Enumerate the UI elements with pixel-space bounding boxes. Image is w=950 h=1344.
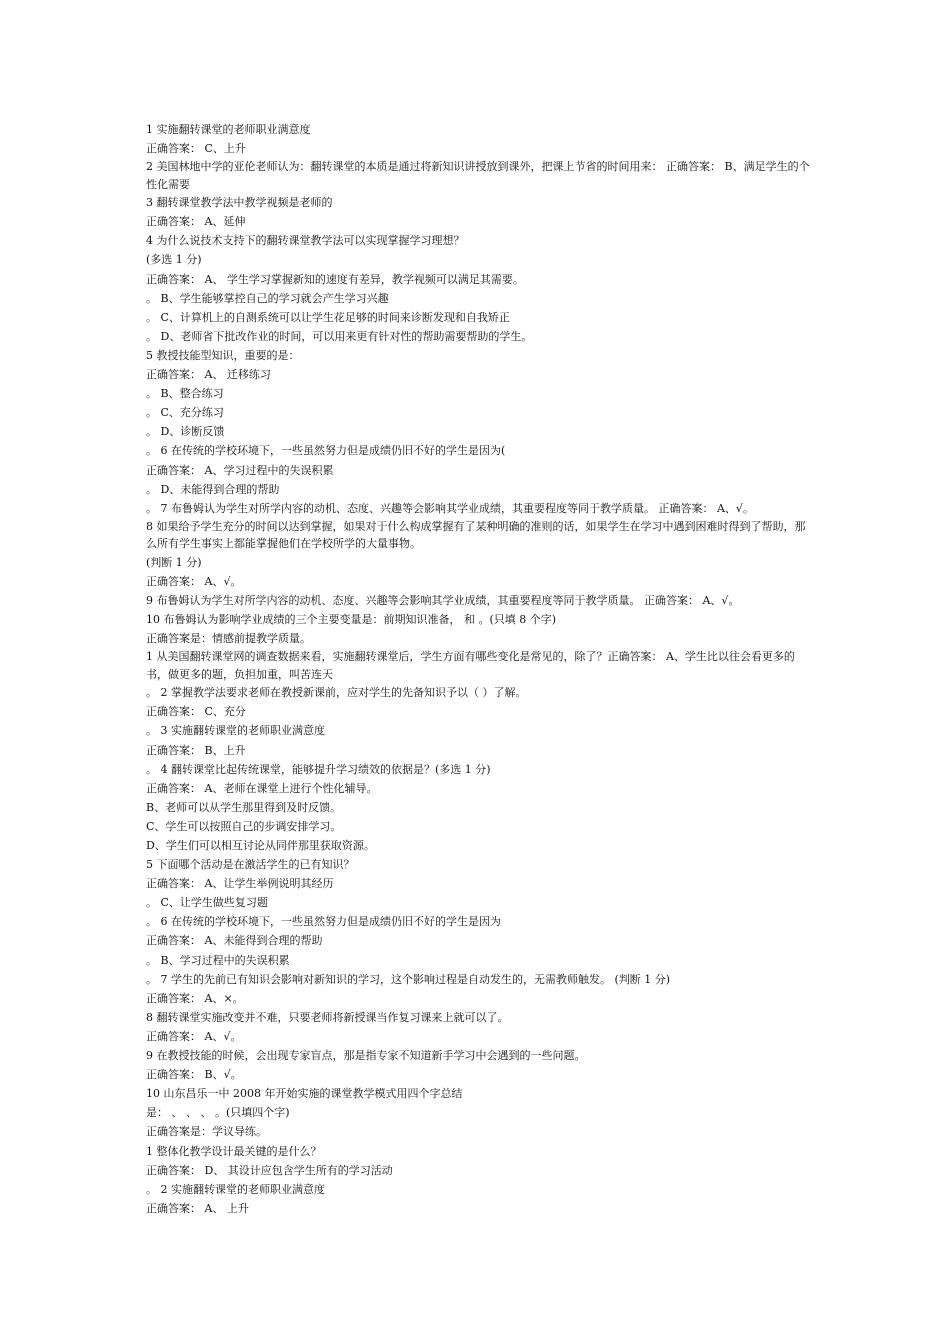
text-line: (多选 1 分) xyxy=(146,253,202,267)
text-line: 正确答案是：情感前提教学质量。 xyxy=(146,632,311,646)
text-line: 2 美国林地中学的亚伦老师认为：翻转课堂的本质是通过将新知识讲授放到课外，把课上节省的时间用来： 正确答案： B、满足学生的个性化需要 xyxy=(146,160,810,191)
text-line: B、老师可以从学生那里得到及时反馈。 xyxy=(146,800,342,814)
text-line: 正确答案： A、未能得到合理的帮助 xyxy=(146,934,323,948)
text-line: 。 D、诊断反馈 xyxy=(146,425,225,439)
text-line: 。 2 掌握教学法要求老师在教授新课前，应对学生的先备知识予以（ ）了解。 xyxy=(146,686,527,700)
text-line: 。 2 实施翻转课堂的老师职业满意度 xyxy=(146,1182,325,1196)
text-line: 正确答案： A、让学生举例说明其经历 xyxy=(146,877,334,891)
text-line: 。 7 布鲁姆认为学生对所学内容的动机、态度、兴趣等会影响其学业成绩，其重要程度等同于教学质量。 正确答案： A、√。 xyxy=(146,501,754,515)
text-line: 正确答案是：学议导练。 xyxy=(146,1125,267,1139)
text-line: 。 B、整合练习 xyxy=(146,387,224,401)
text-line: 。 7 学生的先前已有知识会影响对新知识的学习，这个影响过程是自动发生的，无需教师触发。 (判断 1 分) xyxy=(146,972,671,986)
text-line: 。 3 实施翻转课堂的老师职业满意度 xyxy=(146,724,325,738)
text-line: D、学生们可以相互讨论从同伴那里获取资源。 xyxy=(146,839,375,852)
text-line: 9 布鲁姆认为学生对所学内容的动机、态度、兴趣等会影响其学业成绩，其重要程度等同于教学质量。 正确答案： A、√。 xyxy=(146,593,740,607)
text-line: 5 教授技能型知识，重要的是： xyxy=(146,348,300,362)
text-line: 正确答案： C、上升 xyxy=(146,142,246,156)
text-line: 正确答案： A、学习过程中的失误积累 xyxy=(146,463,334,477)
text-line: 。 4 翻转课堂比起传统课堂，能够提升学习绩效的依据是？(多选 1 分) xyxy=(146,762,491,776)
text-line: 。 6 在传统的学校环境下，一些虽然努力但是成绩仍旧不好的学生是因为( xyxy=(146,444,506,458)
text-line: 1 实施翻转课堂的老师职业满意度 xyxy=(146,123,311,136)
text-line: 。 B、学习过程中的失误积累 xyxy=(146,953,290,967)
text-line: 1 从美国翻转课堂网的调查数据来看，实施翻转课堂后，学生方面有哪些变化是常见的，除了？正确答案： A、学生比以往会看更多的书，做更多的题，负担加重，叫苦连天 xyxy=(146,650,795,681)
text-line: 正确答案： D、 其设计应包含学生所有的学习活动 xyxy=(146,1163,393,1177)
text-line: 正确答案： A、√。 xyxy=(146,574,242,588)
text-line: (判断 1 分) xyxy=(146,555,202,569)
text-line: 4 为什么说技术支持下的翻转课堂教学法可以实现掌握学习理想？ xyxy=(146,234,465,248)
text-line: 。 6 在传统的学校环境下，一些虽然努力但是成绩仍旧不好的学生是因为 xyxy=(146,915,501,929)
text-line: 9 在教授技能的时候，会出现专家盲点，那是指专家不知道新手学习中会遇到的一些问题。 xyxy=(146,1049,586,1063)
document-page xyxy=(146,120,810,1218)
text-line: 1 整体化教学设计最关键的是什么？ xyxy=(146,1144,322,1158)
text-line: 正确答案： B、√。 xyxy=(146,1068,242,1082)
text-line: C、学生可以按照自己的步调安排学习。 xyxy=(146,819,342,833)
text-line: 正确答案： B、上升 xyxy=(146,743,246,757)
text-line: 。 C、让学生做些复习题 xyxy=(146,896,268,910)
text-line: 10 布鲁姆认为影响学业成绩的三个主要变量是：前期知识准备， 和 。(只填 8 个字) xyxy=(146,613,557,627)
text-line: 8 如果给予学生充分的时间以达到掌握，如果对于什么构成掌握有了某种明确的准则的话，如果学生在学习中遇到困难时得到了帮助，那么所有学生事实上都能掌握他们在学校所学的大量事物。 xyxy=(146,519,806,551)
text-line: 。 C、充分练习 xyxy=(146,406,224,420)
text-line: 。 B、学生能够掌控自己的学习就会产生学习兴趣 xyxy=(146,291,389,305)
text-line: 。 C、计算机上的自测系统可以让学生花足够的时间来诊断发现和自我矫正 xyxy=(146,310,510,324)
text-line: 正确答案： C、充分 xyxy=(146,705,246,719)
text-line: 正确答案： A、 学生学习掌握新知的速度有差异，教学视频可以满足其需要。 xyxy=(146,272,524,286)
text-line: 8 翻转课堂实施改变并不难，只要老师将新授课当作复习课来上就可以了。 xyxy=(146,1010,509,1024)
text-line: 正确答案： A、 上升 xyxy=(146,1201,249,1215)
text-line: 。 D、老师省下批改作业的时间，可以用来更有针对性的帮助需要帮助的学生。 xyxy=(146,329,533,343)
text-line: 10 山东昌乐一中 2008 年开始实施的课堂教学模式用四个字总结 xyxy=(146,1087,463,1101)
text-line: 正确答案： A、×。 xyxy=(146,991,244,1005)
text-line: 正确答案： A、延伸 xyxy=(146,215,246,229)
text-line: 。 D、未能得到合理的帮助 xyxy=(146,482,280,496)
text-line: 3 翻转课堂教学法中教学视频是老师的 xyxy=(146,196,333,210)
text-line: 5 下面哪个活动是在激活学生的已有知识？ xyxy=(146,858,355,872)
text-line: 正确答案： A、√。 xyxy=(146,1029,242,1043)
text-line: 正确答案： A、 迁移练习 xyxy=(146,368,271,382)
text-line: 是： 、 、 、 。(只填四个字) xyxy=(146,1106,290,1120)
text-line: 正确答案： A、老师在课堂上进行个性化辅导。 xyxy=(146,781,378,795)
